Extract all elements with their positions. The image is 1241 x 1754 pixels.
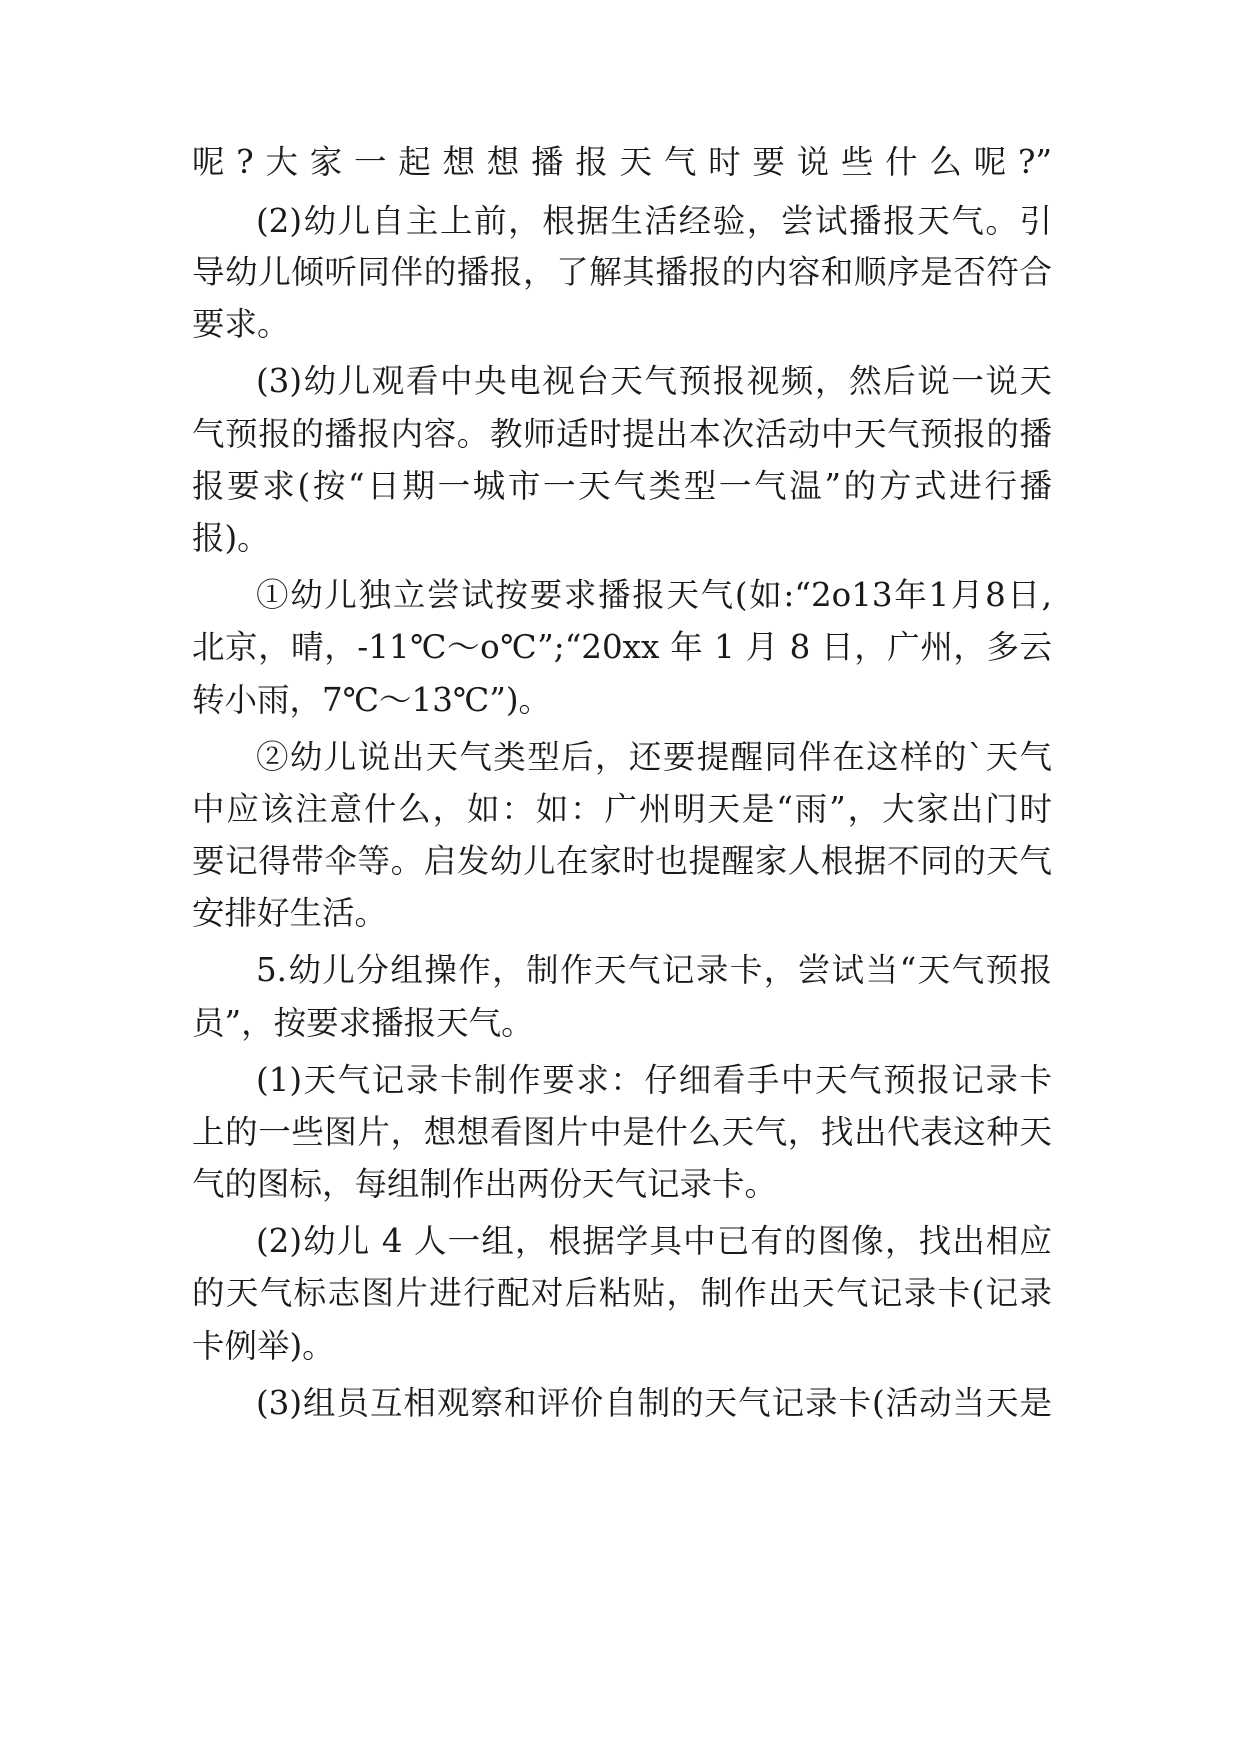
text-line: (2)幼儿 4 人一组，根据学具中已有的图像，找出相应 — [256, 1222, 1052, 1260]
text-line: 安排好生活。 — [192, 894, 388, 932]
text-line: 气的图标，每组制作出两份天气记录卡。 — [192, 1165, 778, 1203]
text-line: (3)幼儿观看中央电视台天气预报视频，然后说一说天 — [256, 362, 1052, 400]
text-line: ①幼儿独立尝试按要求播报天气(如:“2o13年1月8日, — [256, 576, 1052, 614]
text-line: 卡例举)。 — [192, 1327, 335, 1365]
text-line: 报要求(按“日期一城市一天气类型一气温”的方式进行播 — [192, 467, 1052, 505]
text-line: 中应该注意什么，如：如：广州明天是“雨”，大家出门时 — [192, 790, 1052, 828]
text-line: 气预报的播报内容。教师适时提出本次活动中天气预报的播 — [192, 415, 1052, 453]
text-line: 要求。 — [192, 305, 290, 343]
text-line: 上的一些图片，想想看图片中是什么天气，找出代表这种天 — [192, 1113, 1052, 1151]
text-line: 员”，按要求播报天气。 — [192, 1004, 534, 1042]
text-line: 报)。 — [192, 519, 270, 557]
text-line: (2)幼儿自主上前，根据生活经验，尝试播报天气。引 — [256, 202, 1052, 240]
text-line: 北京，晴，-11℃～o℃”;“20xx 年 1 月 8 日，广州，多云 — [192, 628, 1052, 666]
text-line: 转小雨，7℃～13℃”)。 — [192, 681, 552, 719]
text-line: 要记得带伞等。启发幼儿在家时也提醒家人根据不同的天气 — [192, 842, 1052, 880]
text-line: ②幼儿说出天气类型后，还要提醒同伴在这样的`天气 — [256, 738, 1052, 776]
text-line: 5.幼儿分组操作，制作天气记录卡，尝试当“天气预报 — [256, 951, 1052, 989]
text-line: (1)天气记录卡制作要求：仔细看手中天气预报记录卡 — [256, 1061, 1052, 1099]
text-line: 呢?大家一起想想播报天气时要说些什么呢?” — [192, 143, 1052, 181]
text-line: (3)组员互相观察和评价自制的天气记录卡(活动当天是 — [256, 1384, 1052, 1422]
text-line: 导幼儿倾听同伴的播报，了解其播报的内容和顺序是否符合 — [192, 253, 1052, 291]
text-line: 的天气标志图片进行配对后粘贴，制作出天气记录卡(记录 — [192, 1274, 1052, 1312]
